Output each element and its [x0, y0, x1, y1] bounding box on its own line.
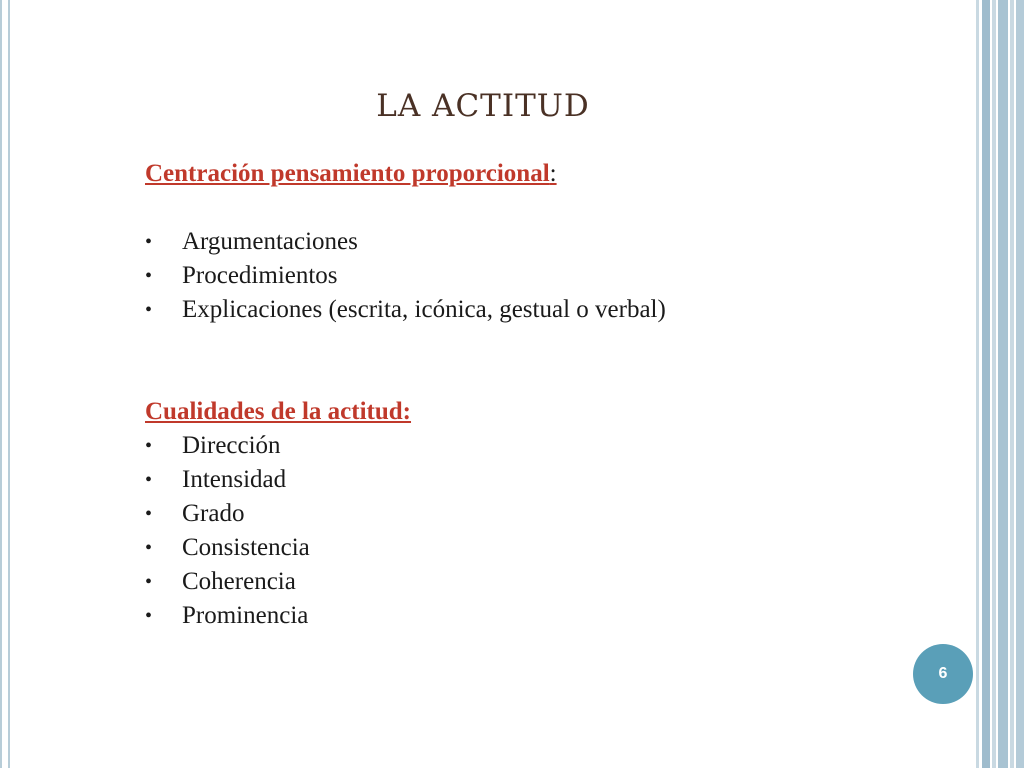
stripe	[982, 0, 990, 768]
section-heading-cualidades: Cualidades de la actitud:	[145, 398, 412, 425]
section-heading-centracion	[145, 157, 945, 191]
slide-content	[145, 157, 945, 633]
list-item-text: Consistencia	[182, 534, 310, 561]
bullet-icon: •	[145, 299, 153, 321]
bullet-icon: •	[145, 265, 153, 287]
bullet-list-centracion	[145, 225, 945, 327]
stripe	[1016, 0, 1024, 768]
list-item	[145, 429, 945, 463]
bullet-icon: •	[145, 571, 153, 593]
list-item-text: Coherencia	[182, 568, 296, 595]
list-item-text: Procedimientos	[182, 262, 338, 289]
list-item-text: Grado	[182, 500, 245, 527]
list-item	[145, 565, 945, 599]
list-item	[145, 599, 945, 633]
bullet-icon: •	[145, 435, 153, 457]
stripe	[1010, 0, 1014, 768]
bullet-icon: •	[145, 537, 153, 559]
stripe	[992, 0, 996, 768]
bullet-icon: •	[145, 231, 153, 253]
list-item-text: Intensidad	[182, 466, 287, 493]
list-item	[145, 293, 945, 327]
list-item	[145, 497, 945, 531]
slide-title: LA ACTITUD	[376, 88, 590, 124]
right-decorative-stripes	[976, 0, 1024, 768]
spacer	[145, 191, 945, 225]
stripe	[998, 0, 1008, 768]
list-item-text: Prominencia	[182, 602, 309, 629]
list-item	[145, 531, 945, 565]
list-item	[145, 463, 945, 497]
stripe	[976, 0, 979, 768]
bullet-icon: •	[145, 503, 153, 525]
heading-colon: :	[549, 160, 557, 187]
bullet-icon: •	[145, 605, 153, 627]
list-item	[145, 259, 945, 293]
spacer	[145, 327, 945, 395]
list-item-text: Explicaciones (escrita, icónica, gestual o verbal)	[182, 296, 666, 323]
list-item	[145, 225, 945, 259]
page-number-badge: 6	[913, 644, 973, 704]
bullet-list-cualidades	[145, 429, 945, 633]
bullet-icon: •	[145, 469, 153, 491]
list-item-text: Argumentaciones	[182, 228, 358, 255]
section-heading-text: Centración pensamiento proporcional	[145, 160, 550, 187]
list-item-text: Dirección	[182, 432, 281, 459]
